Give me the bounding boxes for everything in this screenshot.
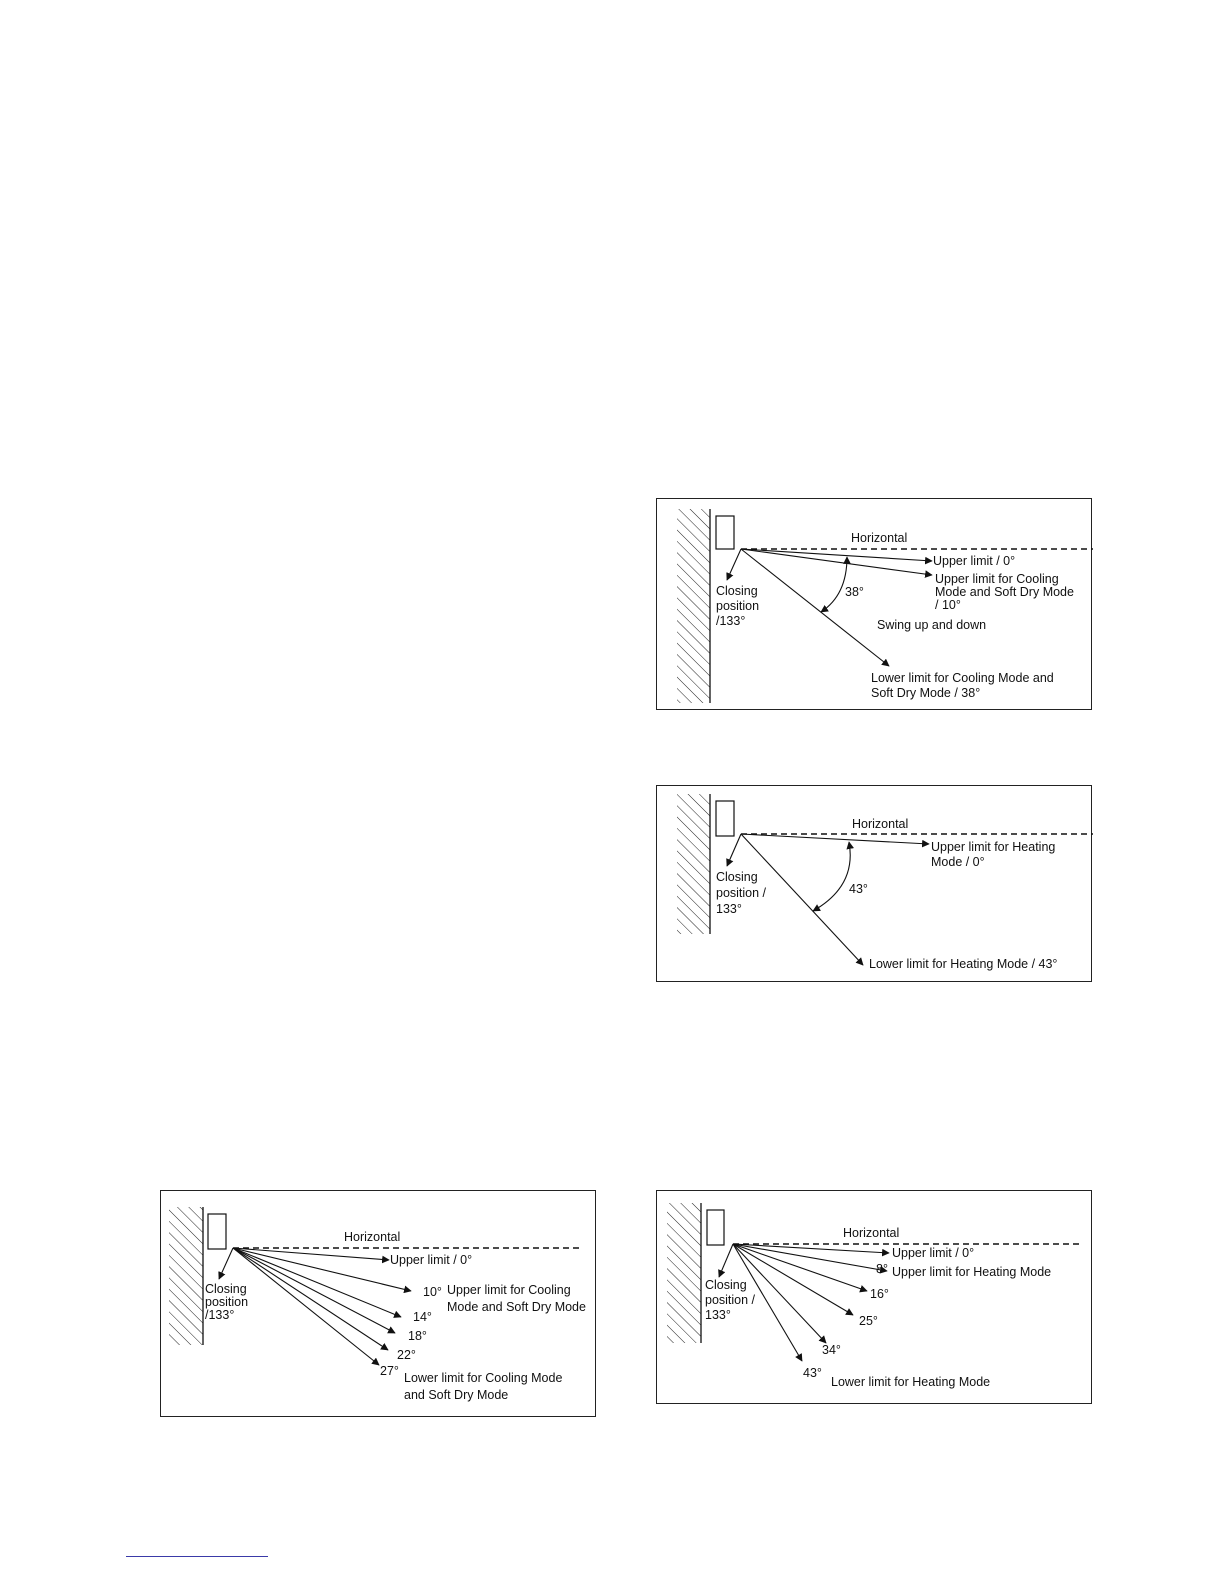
label-upper-limit: Upper limit / 0° — [933, 554, 1016, 568]
cooling-steps-diagram — [160, 1190, 596, 1417]
label-lower: Lower limit for Heating Mode — [831, 1375, 991, 1389]
swing-arc — [821, 557, 847, 612]
arrow-22 — [233, 1248, 388, 1350]
wall-hatch — [169, 1207, 203, 1345]
label-closing-3: 133° — [716, 902, 742, 916]
indoor-unit — [716, 801, 734, 836]
swing-arc — [813, 842, 850, 911]
wall-hatch — [677, 794, 710, 934]
label-lower-2: and Soft Dry Mode — [404, 1388, 509, 1402]
wall-hatch — [667, 1203, 701, 1343]
label-swing: Swing up and down — [877, 618, 987, 632]
cooling-steps-svg — [161, 1191, 597, 1418]
arrow-closing — [727, 834, 741, 866]
label-upper-cooling-2: Mode and Soft Dry Mode — [447, 1300, 586, 1314]
label-angle-18: 18° — [408, 1329, 427, 1343]
label-closing-3: /133° — [716, 614, 746, 628]
label-angle-27: 27° — [380, 1364, 399, 1378]
heating-steps-svg — [657, 1191, 1093, 1405]
label-closing-2: position / — [705, 1293, 756, 1307]
label-horizontal: Horizontal — [344, 1230, 401, 1244]
cooling-swing-svg — [657, 499, 1093, 711]
label-angle-10: 10° — [423, 1285, 442, 1299]
label-lower-1: Lower limit for Cooling Mode and — [871, 671, 1054, 685]
label-upper-cooling-3: / 10° — [935, 598, 961, 612]
label-upper-heating-1: Upper limit for Heating — [931, 840, 1056, 854]
arrow-upper-heating — [741, 834, 929, 844]
heating-swing-diagram — [656, 785, 1092, 982]
label-angle: 38° — [845, 585, 864, 599]
label-closing-2: position — [716, 599, 760, 613]
label-horizontal: Horizontal — [852, 817, 909, 831]
label-lower-1: Lower limit for Cooling Mode — [404, 1371, 563, 1385]
label-lower-2: Soft Dry Mode / 38° — [871, 686, 981, 700]
arrow-closing — [727, 549, 741, 580]
wall-hatch — [677, 509, 710, 703]
arrow-18 — [233, 1248, 395, 1333]
label-upper-cooling-1: Upper limit for Cooling — [935, 572, 1059, 586]
label-upper-limit: Upper limit / 0° — [390, 1253, 473, 1267]
label-upper-heating: Upper limit for Heating Mode — [892, 1265, 1052, 1279]
heating-swing-svg — [657, 786, 1093, 983]
label-upper-limit: Upper limit / 0° — [892, 1246, 975, 1260]
arrow-closing — [219, 1248, 233, 1279]
indoor-unit — [716, 516, 734, 549]
label-lower: Lower limit for Heating Mode / 43° — [869, 957, 1058, 971]
label-angle-22: 22° — [397, 1348, 416, 1362]
label-closing-2: position — [205, 1295, 249, 1309]
arrow-closing — [719, 1244, 733, 1277]
label-angle-25: 25° — [859, 1314, 878, 1328]
label-closing-1: Closing — [716, 870, 758, 884]
heating-steps-diagram — [656, 1190, 1092, 1404]
footer-link-underline[interactable] — [126, 1556, 268, 1557]
cooling-swing-diagram — [656, 498, 1092, 710]
indoor-unit — [208, 1214, 226, 1249]
label-angle-14: 14° — [413, 1310, 432, 1324]
label-closing-1: Closing — [716, 584, 758, 598]
label-closing-1: Closing — [705, 1278, 747, 1292]
label-closing-3: 133° — [705, 1308, 731, 1322]
arrow-upper-limit — [741, 549, 932, 561]
indoor-unit — [707, 1210, 724, 1245]
label-angle-8: 8° — [876, 1262, 888, 1276]
label-upper-cooling-1: Upper limit for Cooling — [447, 1283, 571, 1297]
label-upper-cooling-2: Mode and Soft Dry Mode — [935, 585, 1074, 599]
label-closing-1: Closing — [205, 1282, 247, 1296]
label-closing-3: /133° — [205, 1308, 235, 1322]
label-horizontal: Horizontal — [843, 1226, 900, 1240]
label-closing-2: position / — [716, 886, 767, 900]
label-horizontal: Horizontal — [851, 531, 908, 545]
label-angle: 43° — [849, 882, 868, 896]
label-angle-34: 34° — [822, 1343, 841, 1357]
label-upper-heating-2: Mode / 0° — [931, 855, 985, 869]
label-angle-16: 16° — [870, 1287, 889, 1301]
label-angle-43: 43° — [803, 1366, 822, 1380]
